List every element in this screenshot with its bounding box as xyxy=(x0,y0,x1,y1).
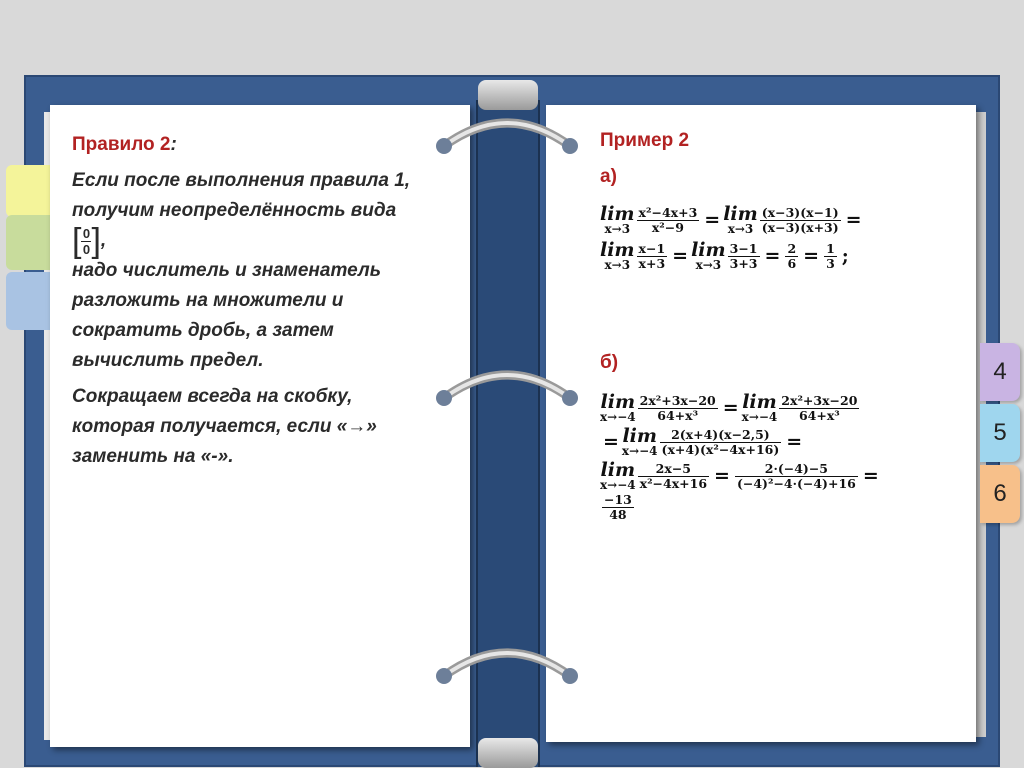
frac-num: 3−1 xyxy=(729,240,758,256)
lim-label: lim xyxy=(600,203,635,225)
example-b-row2 xyxy=(600,427,882,457)
lim-sub: x→3 xyxy=(604,258,631,272)
part-a-label: а) xyxy=(600,166,617,187)
frac-num: −13 xyxy=(604,492,632,507)
frac-den: 6 xyxy=(787,255,797,271)
example-b-row1 xyxy=(600,393,882,423)
binder-ring-icon xyxy=(432,110,582,170)
frac-den: 48 xyxy=(609,507,627,522)
frac-num: 2x−5 xyxy=(655,460,691,476)
equals: = xyxy=(845,209,862,231)
frac-den: (x+4)(x²−4x+16) xyxy=(661,441,780,457)
part-b-label: б) xyxy=(600,352,619,373)
example-a-formula xyxy=(600,205,865,271)
lim-label: lim xyxy=(600,239,635,261)
lim-sub: x→3 xyxy=(695,258,722,272)
semicolon: ; xyxy=(841,245,849,267)
lim-label: lim xyxy=(723,203,758,225)
frac-num: 2·(−4)−5 xyxy=(764,460,829,476)
tab-5[interactable]: 5 xyxy=(980,404,1020,462)
equals: = xyxy=(722,397,739,419)
rule-colon: : xyxy=(170,134,177,155)
example-a-row1 xyxy=(600,205,865,235)
rule-heading xyxy=(72,130,422,160)
lim-sub: x→3 xyxy=(604,222,631,236)
indeterminate-form: [ 0 0 ] xyxy=(72,222,101,260)
spine-clip-bottom xyxy=(478,738,538,768)
example-title: Пример 2 xyxy=(600,130,690,151)
frac-num: x−1 xyxy=(638,240,666,256)
equals: = xyxy=(714,465,730,487)
frac-num: (x−3)(x−1) xyxy=(761,204,839,220)
equals: = xyxy=(672,245,689,267)
indeterminate-num: 0 xyxy=(82,225,91,241)
frac-den: 3 xyxy=(826,255,835,271)
binder-ring-icon xyxy=(432,362,582,422)
frac-den: (x−3)(x+3) xyxy=(761,219,839,235)
rule-comma: , xyxy=(100,230,107,252)
example-b-formula xyxy=(600,393,882,522)
example-block xyxy=(600,130,960,188)
example-b-row4 xyxy=(600,493,882,522)
side-tab-green[interactable] xyxy=(6,215,50,270)
tab-6[interactable]: 6 xyxy=(980,465,1020,523)
example-b-row3 xyxy=(600,461,882,491)
binder-ring-icon xyxy=(432,640,582,700)
lim-label: lim xyxy=(600,391,636,413)
frac-den: 64+x³ xyxy=(657,407,699,423)
rule-note: Сокращаем всегда на скобку, которая получается, если «→» заменить на «-». xyxy=(72,386,377,468)
rule-condition-text: Если после выполнения правила 1, получим неопределённость вида xyxy=(72,170,411,221)
equals: = xyxy=(803,245,820,267)
lim-label: lim xyxy=(622,425,657,447)
lim-sub: x→−4 xyxy=(741,410,778,424)
side-tab-blue[interactable] xyxy=(6,272,50,330)
indeterminate-den: 0 xyxy=(82,241,91,257)
frac-den: 64+x³ xyxy=(798,407,840,423)
frac-num: 2x²+3x−20 xyxy=(639,392,716,408)
frac-num: 2x²+3x−20 xyxy=(781,392,858,408)
lim-sub: x→−4 xyxy=(621,444,658,458)
lim-label: lim xyxy=(742,391,777,413)
part-b-block xyxy=(600,352,960,374)
frac-num: 1 xyxy=(826,240,835,256)
rule-text-block xyxy=(72,130,422,472)
tab-4[interactable]: 4 xyxy=(980,343,1020,401)
lim-label: lim xyxy=(691,239,726,261)
rule-condition xyxy=(72,166,422,260)
lim-sub: x→−4 xyxy=(600,478,636,492)
equals: = xyxy=(704,209,721,231)
lim-sub: x→3 xyxy=(727,222,754,236)
frac-den: 3+3 xyxy=(729,255,758,271)
equals: = xyxy=(786,431,803,453)
rule-instruction: надо числитель и знаменатель разложить на множители и сократить дробь, а затем вычислить предел. xyxy=(72,260,382,372)
equals: = xyxy=(764,245,781,267)
frac-den: (−4)²−4·(−4)+16 xyxy=(736,475,856,491)
equals: = xyxy=(862,465,879,487)
example-a-row2 xyxy=(600,241,865,271)
lim-label: lim xyxy=(600,459,636,481)
spine-clip-top xyxy=(478,80,538,110)
side-tab-yellow[interactable] xyxy=(6,165,50,217)
lim-sub: x→−4 xyxy=(600,410,636,424)
frac-den: x+3 xyxy=(638,255,666,271)
frac-num: 2 xyxy=(787,240,797,256)
frac-num: 2(x+4)(x−2,5) xyxy=(671,426,770,442)
frac-den: x²−4x+16 xyxy=(639,475,708,491)
frac-num: x²−4x+3 xyxy=(638,204,698,220)
rule-title: Правило 2 xyxy=(72,134,171,155)
frac-den: x²−9 xyxy=(651,219,684,235)
equals: = xyxy=(603,431,619,453)
